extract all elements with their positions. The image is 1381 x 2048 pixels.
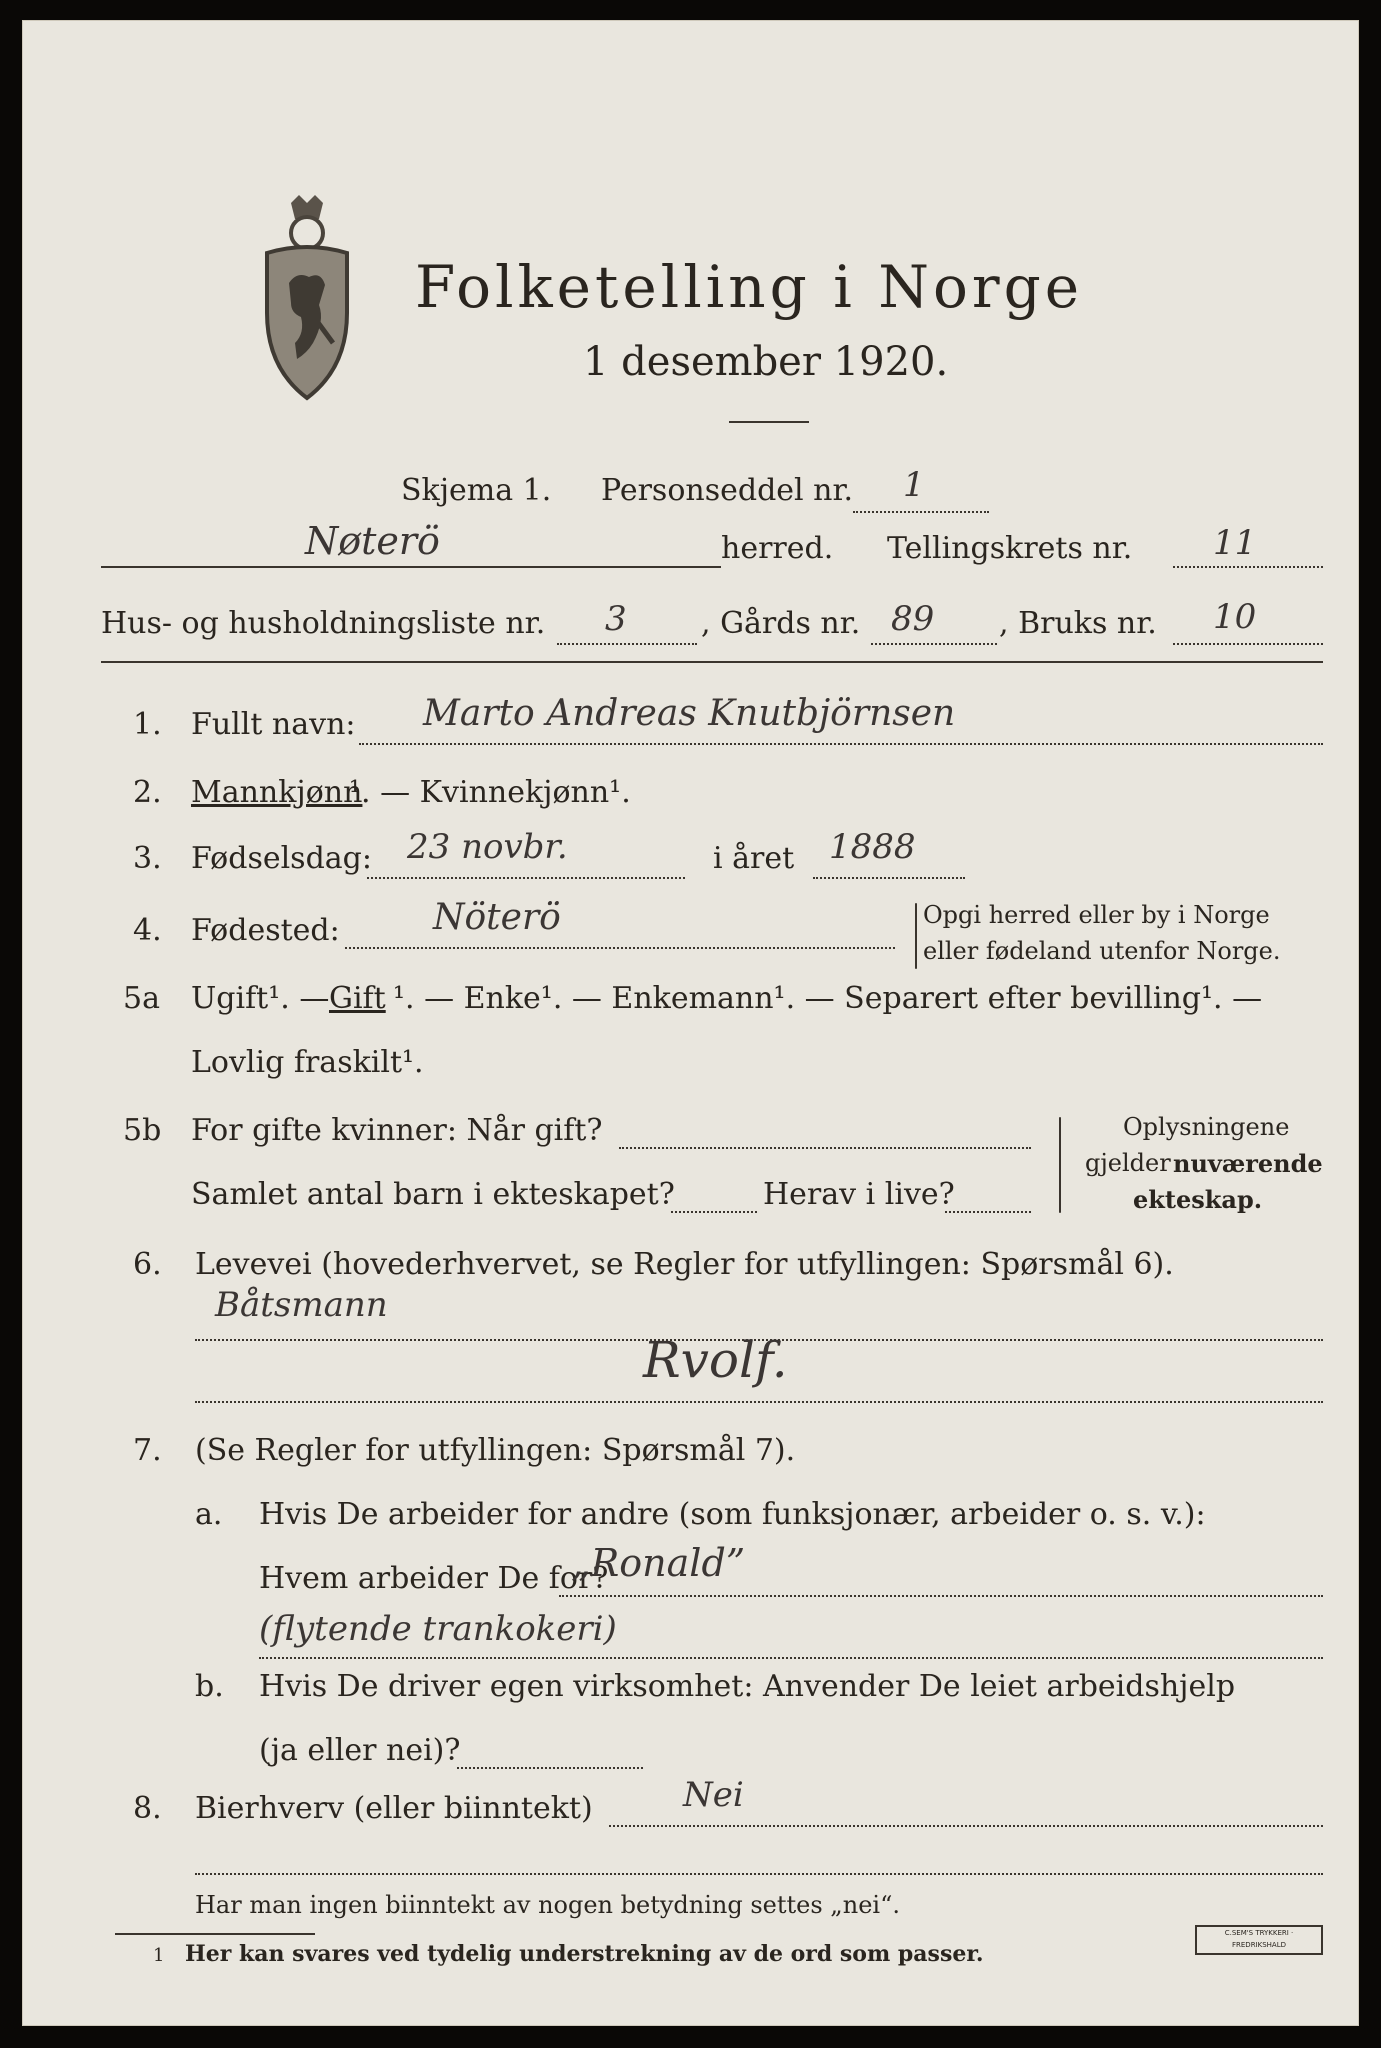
q3-value: 23 novbr. (407, 827, 568, 867)
q7a-letter: a. (195, 1497, 223, 1532)
q1-label: Fullt navn: (191, 707, 356, 742)
q7b-line (457, 1767, 643, 1769)
gards-line (871, 643, 997, 645)
census-form-page (22, 20, 1359, 2026)
q3-year-label: i året (713, 841, 795, 876)
q6-label: Levevei (hovederhvervet, se Regler for utfyllingen: Spørsmål 6). (195, 1247, 1174, 1282)
q6-number: 6. (133, 1247, 162, 1282)
q3-label: Fødselsdag: (191, 841, 372, 876)
q3-line (367, 877, 685, 879)
q1-number: 1. (133, 707, 162, 742)
q8-line (609, 1825, 1323, 1827)
q4-note-line2: eller fødeland utenfor Norge. (923, 937, 1281, 965)
personseddel-label: Personseddel nr. (601, 473, 854, 508)
footnote-mark: 1 (153, 1945, 165, 1966)
q5a-number: 5a (123, 981, 160, 1016)
bruks-line (1173, 643, 1323, 645)
census-date: 1 desember 1920. (583, 339, 949, 385)
q4-note-brace (915, 903, 917, 969)
q1-line (359, 743, 1323, 745)
q1-value: Marto Andreas Knutbjörnsen (423, 693, 956, 734)
q5b-note-line3: ekteskap. (1133, 1185, 1263, 1214)
gards-value: 89 (891, 599, 935, 639)
q3-year-line (813, 877, 965, 879)
herred-label: herred. (721, 531, 834, 566)
q2-mann: Mannkjønn (191, 775, 363, 810)
q7a-value-2: (flytende trankokeri) (259, 1609, 617, 1649)
q5b-antal-barn-line (671, 1211, 757, 1213)
tellingskrets-line (1173, 566, 1323, 568)
bruks-value: 10 (1213, 597, 1257, 637)
q6-line2 (195, 1401, 1323, 1403)
herred-value: Nøterö (305, 519, 440, 563)
personseddel-line (853, 511, 989, 513)
norwegian-coat-of-arms-icon (251, 193, 361, 403)
q4-number: 4. (133, 913, 162, 948)
q7a-label-2: Hvem arbeider De for? (259, 1561, 609, 1596)
footer-note: Har man ingen biinntekt av nogen betydning settes „nei“. (195, 1891, 900, 1919)
q7-number: 7. (133, 1433, 162, 1468)
q2-kvinne: ¹. — Kvinnekjønn¹. (349, 775, 631, 810)
q7a-label: Hvis De arbeider for andre (som funksjonær, arbeider o. s. v.): (259, 1497, 1206, 1532)
q7a-value: „Ronald” (571, 1541, 746, 1585)
q7b-label: Hvis De driver egen virksomhet: Anvender De leiet arbeidshjelp (259, 1669, 1236, 1704)
q5b-note-line2a: gjelder (1085, 1149, 1171, 1177)
q5b-note-line1: Oplysningene (1123, 1113, 1290, 1141)
q4-value: Nöterö (433, 897, 561, 938)
tellingskrets-value: 11 (1213, 523, 1257, 563)
q5b-note-brace (1059, 1117, 1061, 1213)
hus-label: Hus- og husholdningsliste nr. (101, 606, 546, 641)
q8-number: 8. (133, 1791, 162, 1826)
q6-value-2: Rvolf. (643, 1331, 788, 1389)
q8-line-2 (195, 1873, 1323, 1875)
q5a-gift: Gift (329, 981, 386, 1016)
hus-line (557, 643, 697, 645)
bruks-label: , Bruks nr. (999, 606, 1157, 641)
q4-label: Fødested: (191, 913, 340, 948)
hus-value: 3 (605, 599, 627, 639)
personseddel-value: 1 (903, 465, 925, 505)
q5a-lovlig-fraskilt: Lovlig fraskilt¹. (191, 1045, 424, 1080)
document-title: Folketelling i Norge (415, 253, 1084, 321)
q7-label: (Se Regler for utfyllingen: Spørsmål 7). (195, 1433, 796, 1468)
q4-note-line1: Opgi herred eller by i Norge (923, 901, 1270, 929)
q8-value: Nei (683, 1775, 744, 1815)
q4-line (345, 947, 895, 949)
footnote-text: Her kan svares ved tydelig understrekning av de ord som passer. (185, 1941, 984, 1967)
tellingskrets-label: Tellingskrets nr. (887, 531, 1133, 566)
q5b-note-line2b: nuværende (1173, 1149, 1323, 1178)
herred-line (101, 566, 721, 568)
gards-label: , Gårds nr. (701, 606, 861, 641)
title-divider (729, 421, 809, 423)
header-divider (101, 661, 1323, 663)
q2-number: 2. (133, 775, 162, 810)
q8-label: Bierhverv (eller biinntekt) (195, 1791, 593, 1826)
q7a-line (559, 1595, 1323, 1597)
q5a-options: ¹. — Enke¹. — Enkemann¹. — Separert efter bevilling¹. — (393, 981, 1263, 1016)
q7b-label-2: (ja eller nei)? (259, 1733, 461, 1768)
printer-stamp: C.SEM'S TRYKKERI · FREDRIKSHALD (1195, 1925, 1323, 1955)
q3-number: 3. (133, 841, 162, 876)
q5b-herav-line (945, 1211, 1031, 1213)
q5b-naar-gift-line (619, 1147, 1031, 1149)
q7a-line-2 (259, 1657, 1323, 1659)
q7b-letter: b. (195, 1669, 224, 1704)
q5a-ugift: Ugift¹. — (191, 981, 330, 1016)
q5b-number: 5b (123, 1113, 162, 1148)
q5b-herav-i-live: Herav i live? (763, 1177, 955, 1212)
footnote-divider (115, 1933, 315, 1935)
skjema-label: Skjema 1. (401, 473, 552, 508)
q5b-antal-barn: Samlet antal barn i ekteskapet? (191, 1177, 675, 1212)
q3-year-value: 1888 (829, 827, 916, 867)
q6-value: Båtsmann (215, 1285, 388, 1325)
q5b-naar-gift: For gifte kvinner: Når gift? (191, 1113, 603, 1148)
